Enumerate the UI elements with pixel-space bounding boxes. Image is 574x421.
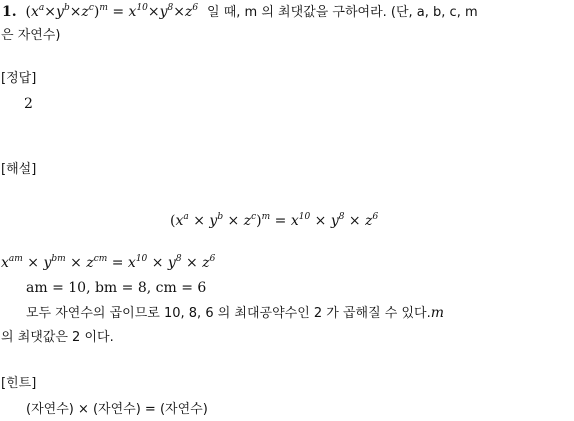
problem-question: 일 때, m 의 최댓값을 구하여라. (단, a, b, c, m [207,5,478,20]
answer-value: 2 [24,96,33,112]
problem-question-cont: 은 자연수) [1,28,61,43]
hint-text: (자연수) × (자연수) = (자연수) [26,402,208,417]
display-equation: $(x^a \times y^b \times z^c)^m = x^{10} \times y^8 \times z^6$ [170,212,379,229]
problem-equation: $(x^a\times y^b\times z^c)^m = x^{10}\times y^8\times z^6$ [21,3,199,20]
hint-label: [힌트] [1,376,37,391]
problem-statement [2,3,478,22]
explanation-label: [해설] [1,162,37,177]
expanded-equation: $x^{am} \times y^{bm} \times z^{cm} = x^{10} \times y^8 \times z^6$ [1,254,216,271]
problem-number: 1. [2,4,17,20]
exponent-equations: am = 10, bm = 8, cm = 6 [26,280,207,296]
answer-label: [정답] [1,71,37,86]
reasoning-text: 모두 자연수의 곱이므로 10, 8, 6 의 최대공약수인 2 가 곱해질 수 있다. [26,306,431,321]
reasoning-variable: m [430,305,445,321]
explanation-reasoning [26,304,444,323]
explanation-conclusion: 의 최댓값은 2 이다. [1,330,114,345]
